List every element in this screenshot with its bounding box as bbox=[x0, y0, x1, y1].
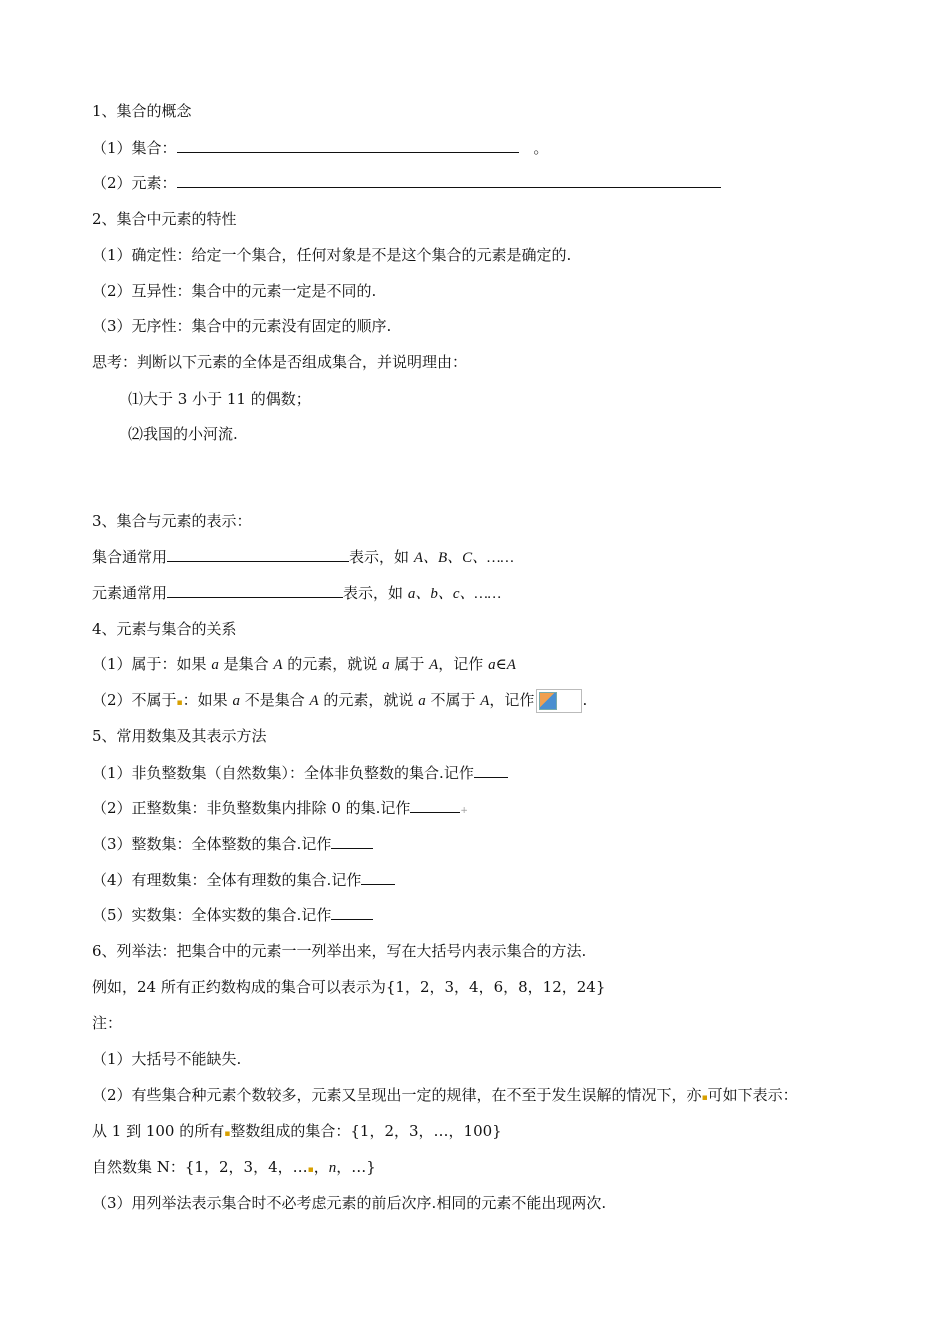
text-run: 不属于 bbox=[425, 691, 481, 709]
var-A: A bbox=[480, 693, 490, 709]
rationals-blank[interactable] bbox=[361, 870, 395, 885]
section-2-title: 2、集合中元素的特性 bbox=[92, 210, 237, 228]
var-A: A bbox=[506, 657, 516, 673]
belong-line bbox=[92, 654, 516, 675]
distinctness-text: （2）互异性：集合中的元素一定是不同的. bbox=[92, 282, 377, 300]
reals-blank[interactable] bbox=[331, 905, 373, 920]
var-A: A bbox=[429, 657, 439, 673]
var-a: a bbox=[488, 657, 496, 673]
positive-integers-blank[interactable] bbox=[410, 798, 460, 813]
var-a: a bbox=[232, 693, 240, 709]
rationals-line bbox=[92, 870, 395, 890]
text-run: ，…} bbox=[336, 1158, 376, 1176]
text-run: 属于 bbox=[389, 655, 430, 673]
natural-numbers-text: （1）非负整数集（自然数集）：全体非负整数的集合.记作 bbox=[92, 764, 474, 782]
var-a: a bbox=[211, 657, 219, 673]
element-definition-blank[interactable] bbox=[177, 173, 721, 188]
var-A: A bbox=[309, 693, 319, 709]
text-run: （1）属于：如果 bbox=[92, 655, 212, 673]
element-label: （2）元素： bbox=[92, 174, 177, 192]
natural-numbers-blank[interactable] bbox=[474, 763, 508, 778]
section-6-title: 6、列举法：把集合中的元素一一列举出来，写在大括号内表示集合的方法. bbox=[92, 942, 587, 960]
note-3: （3）用列举法表示集合时不必考虑元素的前后次序.相同的元素不能出现两次. bbox=[92, 1194, 607, 1212]
integers-text: （3）整数集：全体整数的集合.记作 bbox=[92, 835, 332, 853]
text-run: ，记作 bbox=[489, 691, 535, 709]
edit-mark-icon: ▪ bbox=[176, 698, 183, 708]
integers-blank[interactable] bbox=[331, 834, 373, 849]
note-1: （1）大括号不能缺失. bbox=[92, 1050, 242, 1068]
text-run: ：如果 bbox=[182, 691, 233, 709]
section-3-title: 3、集合与元素的表示： bbox=[92, 512, 252, 530]
determinacy-text: （1）确定性：给定一个集合，任何对象是不是这个集合的元素是确定的. bbox=[92, 246, 572, 264]
unorderedness-text: （3）无序性：集合中的元素没有固定的顺序. bbox=[92, 317, 392, 335]
text-run: （2）不属于 bbox=[92, 691, 177, 709]
note-2 bbox=[92, 1085, 798, 1108]
text-run: 可如下表示： bbox=[707, 1086, 798, 1104]
var-a: a bbox=[382, 657, 390, 673]
set-notation-prefix: 集合通常用 bbox=[92, 548, 168, 566]
text-run: 不是集合 bbox=[239, 691, 310, 709]
element-notation-prefix: 元素通常用 bbox=[92, 584, 168, 602]
section-1-title: 1、集合的概念 bbox=[92, 102, 192, 120]
text-run: 的元素，就说 bbox=[282, 655, 383, 673]
set-notation-suffix: 表示，如 bbox=[349, 548, 410, 566]
image-placeholder-icon bbox=[539, 692, 557, 710]
text-run: 的元素，就说 bbox=[318, 691, 419, 709]
edit-mark-icon: ▪ bbox=[701, 1093, 708, 1103]
element-definition-line bbox=[92, 173, 721, 193]
positive-integers-line bbox=[92, 798, 468, 821]
element-notation-suffix: 表示，如 bbox=[343, 584, 404, 602]
text-run: ， bbox=[313, 1158, 329, 1176]
section-4-title: 4、元素与集合的关系 bbox=[92, 620, 237, 638]
note-label: 注： bbox=[92, 1014, 123, 1032]
positive-integers-text: （2）正整数集：非负整数集内排除 0 的集.记作 bbox=[92, 799, 411, 817]
text-run: 从 1 到 100 的所有 bbox=[92, 1122, 225, 1140]
not-belong-line bbox=[92, 689, 587, 713]
belongs-symbol: ∈ bbox=[495, 655, 507, 673]
rationals-text: （4）有理数集：全体有理数的集合.记作 bbox=[92, 871, 362, 889]
reals-text: （5）实数集：全体实数的集合.记作 bbox=[92, 906, 332, 924]
think-prompt: 思考：判断以下元素的全体是否组成集合，并说明理由： bbox=[92, 353, 468, 371]
question-2: ⑵我国的小河流. bbox=[128, 425, 238, 443]
var-a: a bbox=[418, 693, 426, 709]
set-notation-blank[interactable] bbox=[167, 547, 349, 562]
element-notation-blank[interactable] bbox=[167, 583, 343, 598]
natural-numbers-line bbox=[92, 763, 508, 783]
set-notation-line bbox=[92, 547, 514, 568]
listing-example: 例如，24 所有正约数构成的集合可以表示为{1，2，3，4，6，8，12，24} bbox=[92, 978, 606, 996]
section-5-title: 5、常用数集及其表示方法 bbox=[92, 727, 267, 745]
edit-mark-icon: ▪ bbox=[307, 1165, 314, 1175]
text-run: . bbox=[582, 691, 588, 709]
integers-line bbox=[92, 834, 373, 854]
set-definition-period: 。 bbox=[533, 139, 549, 157]
text-run: 是集合 bbox=[218, 655, 274, 673]
text-run: 整数组成的集合：{1，2，3，…，100} bbox=[230, 1122, 502, 1140]
set-label: （1）集合： bbox=[92, 139, 177, 157]
text-run: （2）有些集合种元素个数较多，元素又呈现出一定的规律，在不至于发生误解的情况下，亦 bbox=[92, 1086, 702, 1104]
element-notation-line bbox=[92, 583, 501, 604]
var-n: n bbox=[328, 1160, 337, 1176]
broken-image-icon[interactable] bbox=[536, 689, 582, 713]
set-definition-line bbox=[92, 138, 548, 158]
text-run: 自然数集 N：{1，2，3，4，… bbox=[92, 1158, 308, 1176]
edit-mark-icon: + bbox=[460, 806, 468, 816]
edit-mark-icon: ▪ bbox=[224, 1129, 231, 1139]
element-letters: a、b、c、…… bbox=[407, 586, 502, 602]
text-run: ，记作 bbox=[438, 655, 489, 673]
reals-line bbox=[92, 905, 373, 925]
var-A: A bbox=[273, 657, 283, 673]
set-definition-blank[interactable] bbox=[177, 138, 519, 153]
natural-numbers-listing bbox=[92, 1157, 376, 1180]
question-1: ⑴大于 3 小于 11 的偶数； bbox=[128, 390, 311, 408]
set-letters: A、B、C、…… bbox=[413, 550, 514, 566]
example-1-to-100 bbox=[92, 1121, 502, 1144]
